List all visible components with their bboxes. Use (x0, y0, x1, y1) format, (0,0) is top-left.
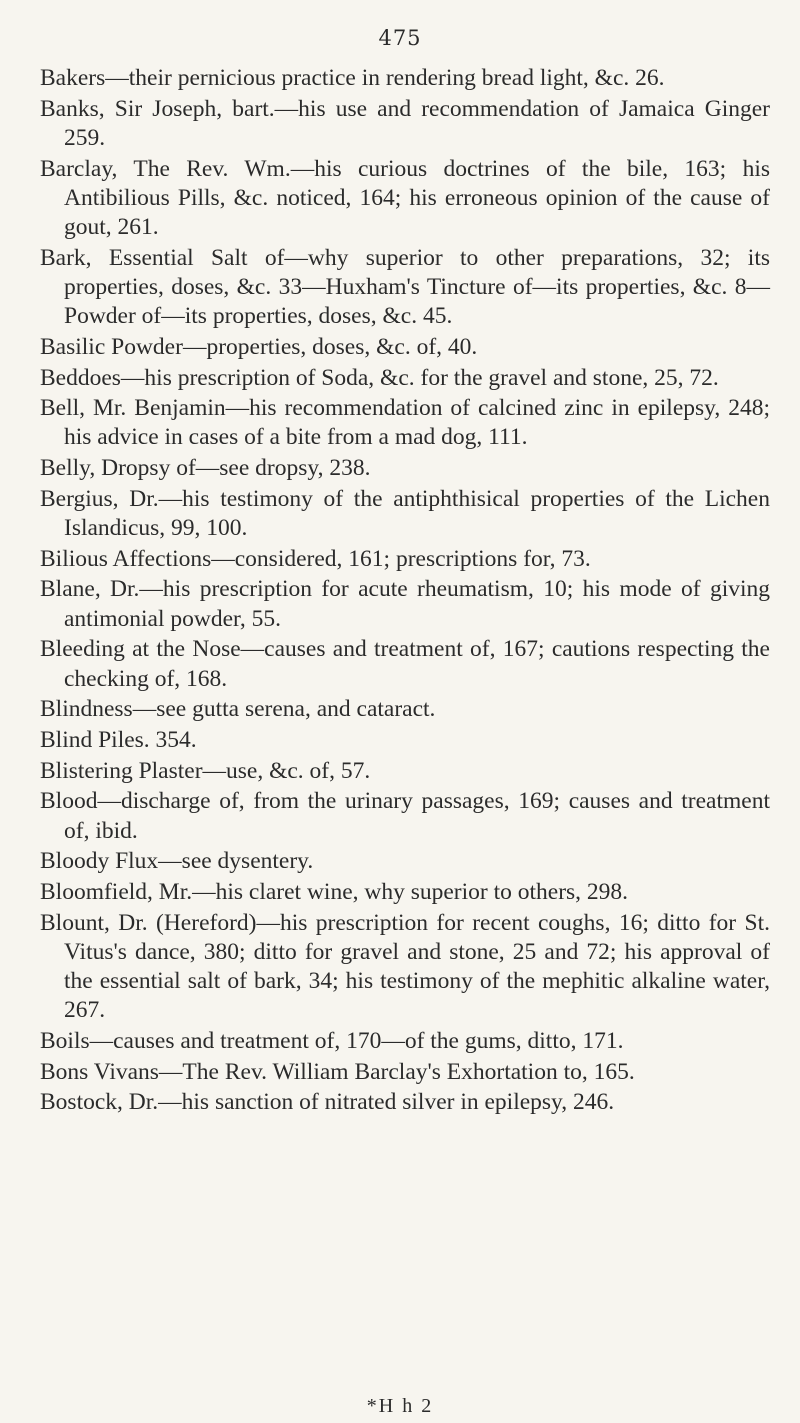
index-entry: Belly, Dropsy of—see dropsy, 238. (40, 455, 371, 482)
index-entry: Boils—causes and treatment of, 170—of the gums, ditto, 171. (40, 1028, 624, 1054)
index-entry: Blount, Dr. (Hereford)—his prescription for recent coughs, 16; ditto for St. Vitus's dance, 380; ditto for gravel and stone, 25 and 72; his approval of the essential salt of bark, 34; his testimony of the mephitic alkaline water, 267. (40, 909, 770, 1024)
index-entry: Blindness—see gutta serena, and cataract. (40, 696, 436, 723)
index-entry: Bleeding at the Nose—causes and treatment of, 167; cautions respecting the checking of, 168. (40, 636, 770, 692)
index-entry: Beddoes—his prescription of Soda, &c. for the gravel and stone, 25, 72. (40, 364, 719, 391)
index-entry: Bark, Essential Salt of—why superior to other preparations, 32; its properties, doses, &c. 33—Huxham's Tincture of—its properties, &c. 8—Powder of—its properties, doses, &c. 45. (40, 244, 770, 330)
index-entry: Blistering Plaster—use, &c. of, 57. (40, 757, 371, 784)
index-entry: Blind Piles. 354. (40, 726, 197, 753)
index-entries (40, 64, 770, 1119)
index-entry: Barclay, The Rev. Wm.—his curious doctrines of the bile, 163; his Antibilious Pills, &c. noticed, 164; his erroneous opinion of the cause of gout, 261. (40, 155, 770, 241)
index-entry: Bostock, Dr.—his sanction of nitrated silver in epilepsy, 246. (40, 1089, 615, 1116)
index-entry: Blane, Dr.—his prescription for acute rheumatism, 10; his mode of giving antimonial powder, 55. (40, 576, 770, 632)
index-entry: Banks, Sir Joseph, bart.—his use and recommendation of Jamaica Ginger 259. (40, 95, 770, 151)
index-entry: Bloomfield, Mr.—his claret wine, why superior to others, 298. (40, 878, 629, 905)
index-entry: Blood—discharge of, from the urinary passages, 169; causes and treatment of, ibid. (40, 788, 770, 844)
index-entry: Bakers—their pernicious practice in rendering bread light, &c. 26. (40, 65, 665, 91)
page-number: 475 (378, 26, 422, 50)
index-entry: Bloody Flux—see dysentery. (40, 848, 314, 875)
index-entry: Bergius, Dr.—his testimony of the antiphthisical properties of the Lichen Islandicus, 99, 100. (40, 485, 770, 542)
index-entry: Bilious Affections—considered, 161; prescriptions for, 73. (40, 545, 591, 572)
index-entry: Bons Vivans—The Rev. William Barclay's Exhortation to, 165. (40, 1058, 635, 1085)
index-entry: Basilic Powder—properties, doses, &c. of, 40. (40, 333, 478, 360)
signature-mark: *H h 2 (366, 1395, 434, 1417)
index-entry: Bell, Mr. Benjamin—his recommendation of calcined zinc in epilepsy, 248; his advice in cases of a bite from a mad dog, 111. (40, 395, 770, 451)
